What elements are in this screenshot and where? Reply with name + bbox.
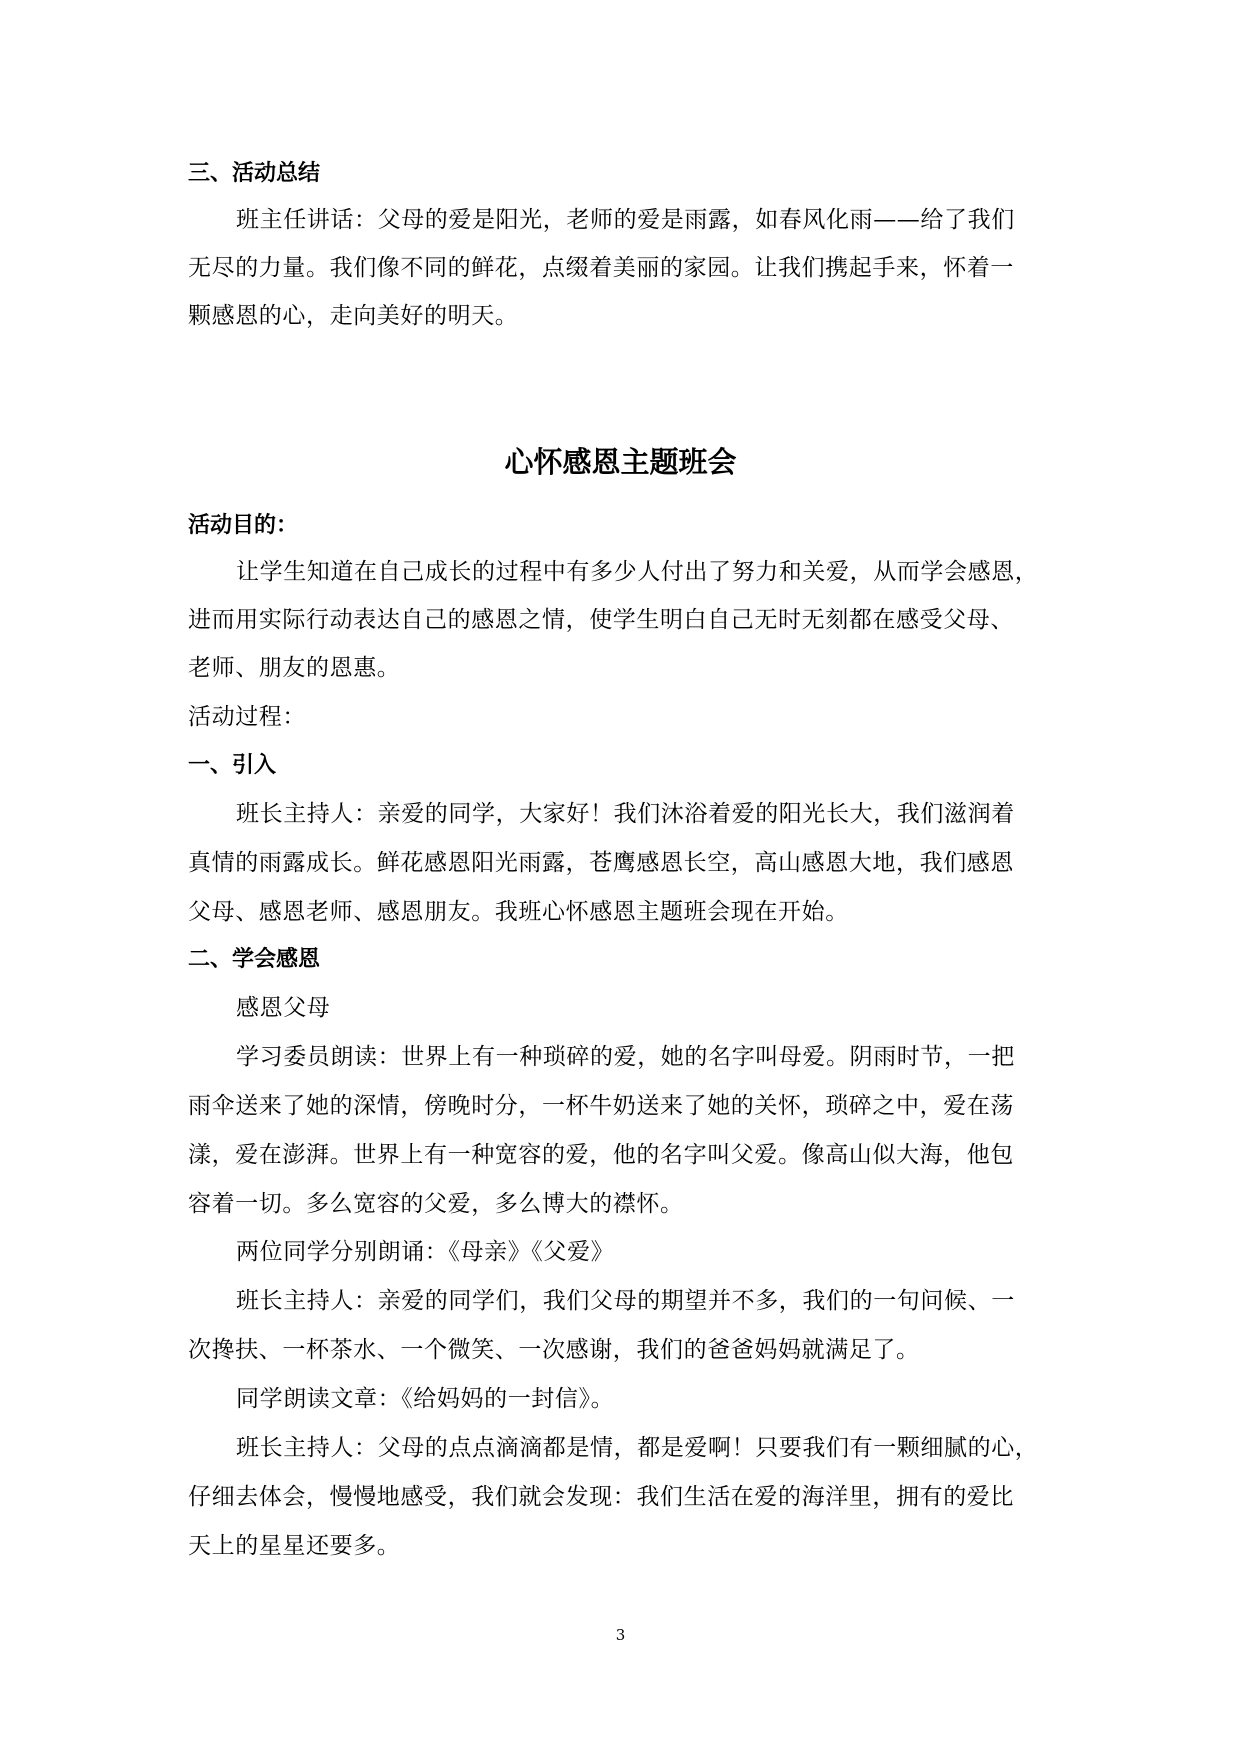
paragraph-line: 漾，爱在澎湃。世界上有一种宽容的爱，他的名字叫父爱。像高山似大海，他包 — [188, 1142, 1014, 1168]
intro-heading: 一、引入 — [188, 753, 277, 778]
paragraph-line: 学习委员朗读：世界上有一种琐碎的爱，她的名字叫母爱。阴雨时节，一把 — [236, 1044, 1015, 1070]
paragraph-line: 让学生知道在自己成长的过程中有多少人付出了努力和关爱，从而学会感恩， — [236, 559, 1039, 585]
paragraph-line: 天上的星星还要多。 — [188, 1533, 401, 1559]
paragraph-line: 进而用实际行动表达自己的感恩之情，使学生明白自己无时无刻都在感受父母、 — [188, 607, 1014, 633]
paragraph-line: 仔细去体会，慢慢地感受，我们就会发现：我们生活在爱的海洋里，拥有的爱比 — [188, 1484, 1014, 1510]
paragraph-line: 父母、感恩老师、感恩朋友。我班心怀感恩主题班会现在开始。 — [188, 899, 849, 925]
letter-line: 同学朗读文章：《给妈妈的一封信》。 — [236, 1386, 615, 1412]
paragraph-line: 真情的雨露成长。鲜花感恩阳光雨露，苍鹰感恩长空，高山感恩大地，我们感恩 — [188, 850, 1014, 876]
subheading-parents: 感恩父母 — [236, 995, 331, 1021]
paragraph-line: 雨伞送来了她的深情，傍晚时分，一杯牛奶送来了她的关怀，琐碎之中，爱在荡 — [188, 1093, 1014, 1119]
section-heading-summary: 三、活动总结 — [188, 161, 321, 186]
paragraph-line: 班主任讲话：父母的爱是阳光，老师的爱是雨露，如春风化雨——给了我们 — [236, 207, 1015, 233]
paragraph-line: 班长主持人：亲爱的同学们，我们父母的期望并不多，我们的一句问候、一 — [236, 1288, 1015, 1314]
paragraph-line: 容着一切。多么宽容的父爱，多么博大的襟怀。 — [188, 1191, 684, 1217]
process-label: 活动过程： — [188, 704, 306, 730]
paragraph-line: 次搀扶、一杯茶水、一个微笑、一次感谢，我们的爸爸妈妈就满足了。 — [188, 1337, 920, 1363]
paragraph-line: 班长主持人：亲爱的同学，大家好！我们沐浴着爱的阳光长大，我们滋润着 — [236, 801, 1015, 827]
page-number: 3 — [615, 1626, 626, 1644]
paragraph-line: 颗感恩的心，走向美好的明天。 — [188, 303, 519, 329]
paragraph-line: 老师、朋友的恩惠。 — [188, 655, 401, 681]
learn-gratitude-heading: 二、学会感恩 — [188, 947, 321, 972]
purpose-heading: 活动目的： — [188, 513, 299, 538]
document-title: 心怀感恩主题班会 — [504, 445, 737, 479]
paragraph-line: 无尽的力量。我们像不同的鲜花，点缀着美丽的家园。让我们携起手来，怀着一 — [188, 255, 1014, 281]
recite-line: 两位同学分别朗诵：《母亲》《父爱》 — [236, 1239, 615, 1265]
paragraph-line: 班长主持人：父母的点点滴滴都是情，都是爱啊！只要我们有一颗细腻的心， — [236, 1435, 1039, 1461]
